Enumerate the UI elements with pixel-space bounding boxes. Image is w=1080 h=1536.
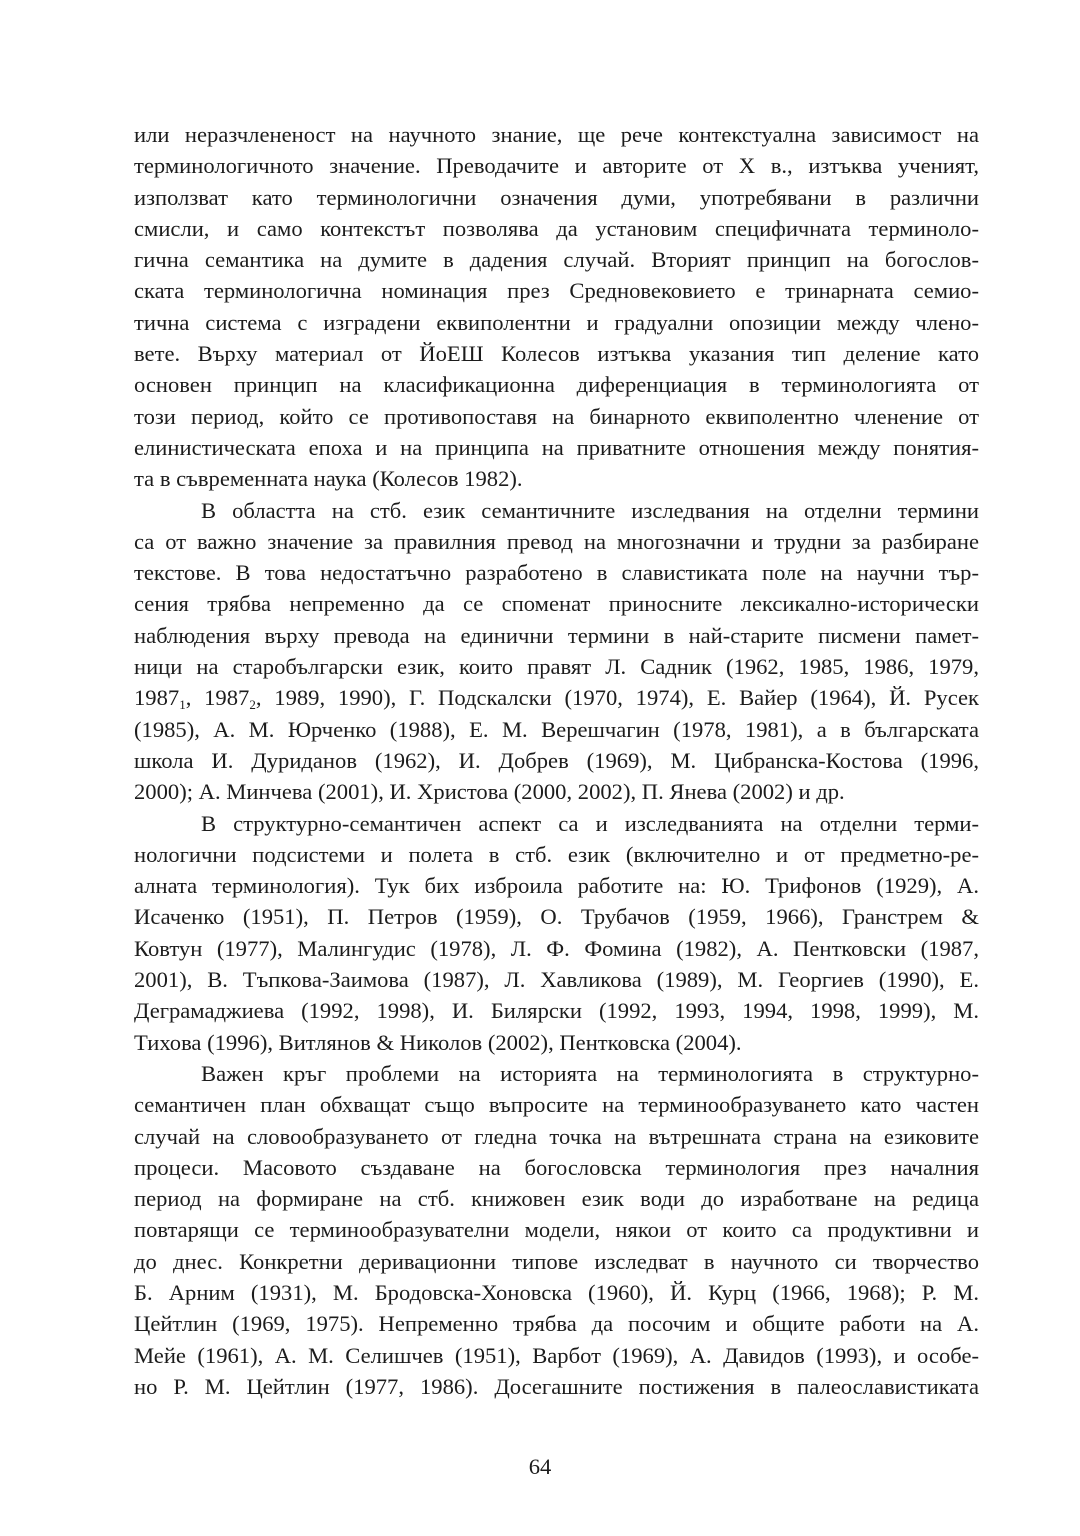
text-line: нологични подсистеми и полета в стб. език (включително и от предметно-ре- — [134, 841, 979, 867]
text-fragment: 1987 — [134, 685, 180, 711]
text-line: Тихова (1996), Витлянов & Николов (2002), Пентковска (2004). — [134, 1029, 742, 1055]
text-line: тична система с изградени еквиполентни и градуални опозиции между члено- — [134, 309, 979, 335]
text-line: та в съвременната наука (Колесов 1982). — [134, 466, 523, 492]
page-number: 64 — [528, 1454, 552, 1479]
text-line: процеси. Масовото създаване на богословска терминология през началния — [134, 1154, 979, 1180]
text-line: В областта на стб. език семантичните изследвания на отделни термини — [201, 497, 979, 523]
paragraph — [134, 1058, 979, 1402]
text-fragment: , 1989, 1990), Г. Подскалски (1970, 1974), Е. Вайер (1964), Й. Русек — [255, 685, 979, 711]
text-line: вете. Върху материал от ЙоЕШ Колесов изтъква указания тип деление като — [134, 341, 979, 367]
paragraph — [134, 808, 979, 1058]
text-line: или неразчлененост на научното знание, ще рече контекстуална зависимост на — [134, 122, 979, 147]
subscript: 1 — [179, 697, 186, 713]
text-line: Мейе (1961), А. М. Селишчев (1951), Варбот (1969), А. Давидов (1993), и особе- — [134, 1342, 979, 1368]
text-line: случай на словообразуването от гледна точка на вътрешната страна на езиковите — [134, 1123, 979, 1149]
paragraph — [134, 495, 979, 808]
text-line: Б. Арним (1931), М. Бродовска-Хоновска (1960), Й. Курц (1966, 1968); Р. М. — [134, 1279, 979, 1305]
text-line: терминологичното значение. Преводачите и авторите от X в., изтъква ученият, — [134, 153, 979, 179]
text-line: Цейтлин (1969, 1975). Непременно трябва да посочим и общите работи на А. — [134, 1311, 979, 1337]
text-line: Важен кръг проблеми на историята на терминологията в структурно- — [201, 1060, 979, 1086]
text-line: Деграмаджиева (1992, 1998), И. Билярски (1992, 1993, 1994, 1998, 1999), М. — [134, 998, 979, 1024]
text-line: елинистическата епоха и на принципа на приватните отношения между понятия- — [134, 434, 979, 460]
text-line: наблюдения върху превода на единични термини в най-старите писмени памет- — [134, 622, 979, 648]
subscript: 2 — [249, 697, 256, 713]
text-line: ската терминологична номинация през Средновековието е тринарната семио- — [134, 278, 979, 304]
text-line: сения трябва непременно да се споменат приносните лексикално-исторически — [134, 591, 979, 617]
text-line: семантичен план обхващат също въпросите на терминообразуването като частен — [134, 1092, 979, 1118]
body-text — [134, 119, 979, 1402]
text-line: период на формиране на стб. книжовен език води до изработване на редица — [134, 1186, 979, 1212]
text-line: този период, който се противопоставя на бинарното еквиполентно членение от — [134, 403, 979, 429]
text-line: но Р. М. Цейтлин (1977, 1986). Досегашните постижения в палеославистиката — [134, 1373, 979, 1399]
text-line: алната терминология). Тук бих изброила работите на: Ю. Трифонов (1929), А. — [134, 873, 979, 899]
text-line: ници на старобългарски език, които правят Л. Садник (1962, 1985, 1986, 1979, — [134, 654, 979, 680]
text-line: школа И. Дуриданов (1962), И. Добрев (1969), М. Цибранска-Костова (1996, — [134, 747, 979, 773]
text-line: смисли, и само контекстът позволява да установим специфичната терминоло- — [134, 215, 979, 241]
text-line: повтарящи се терминообразувателни модели, някои от които са продуктивни и — [134, 1217, 979, 1243]
paragraph — [134, 119, 979, 495]
text-line: Ковтун (1977), Малингудис (1978), Л. Ф. Фомина (1982), А. Пентковски (1987, — [134, 935, 979, 961]
text-line: използват като терминологични означения думи, употребявани в различни — [134, 184, 979, 210]
text-line: текстове. В това недостатъчно разработено в славистиката поле на научни тър- — [134, 560, 979, 586]
text-line: са от важно значение за правилния превод на многозначни и трудни за разбиране — [134, 528, 979, 554]
text-line: до днес. Конкретни деривационни типове изследват в научното си творчество — [134, 1248, 979, 1274]
text-line: 2000); А. Минчева (2001), И. Христова (2000, 2002), П. Янева (2002) и др. — [134, 779, 845, 805]
text-line: 2001), В. Тъпкова-Заимова (1987), Л. Хавликова (1989), М. Георгиев (1990), Е. — [134, 967, 979, 993]
text-line: основен принцип на класификационна диференциация в терминологията от — [134, 372, 979, 398]
text-line: (1985), А. М. Юрченко (1988), Е. М. Верешчагин (1978, 1981), а в българската — [134, 716, 979, 742]
text-line: гична семантика на думите в дадения случай. Вторият принцип на богослов- — [134, 247, 979, 273]
text-line — [134, 682, 979, 713]
text-line: В структурно-семантичен аспект са и изследванията на отделни терми- — [201, 810, 979, 836]
text-fragment: , 1987 — [185, 685, 250, 711]
text-line: Исаченко (1951), П. Петров (1959), О. Трубачов (1959, 1966), Гранстрем & — [134, 904, 979, 930]
